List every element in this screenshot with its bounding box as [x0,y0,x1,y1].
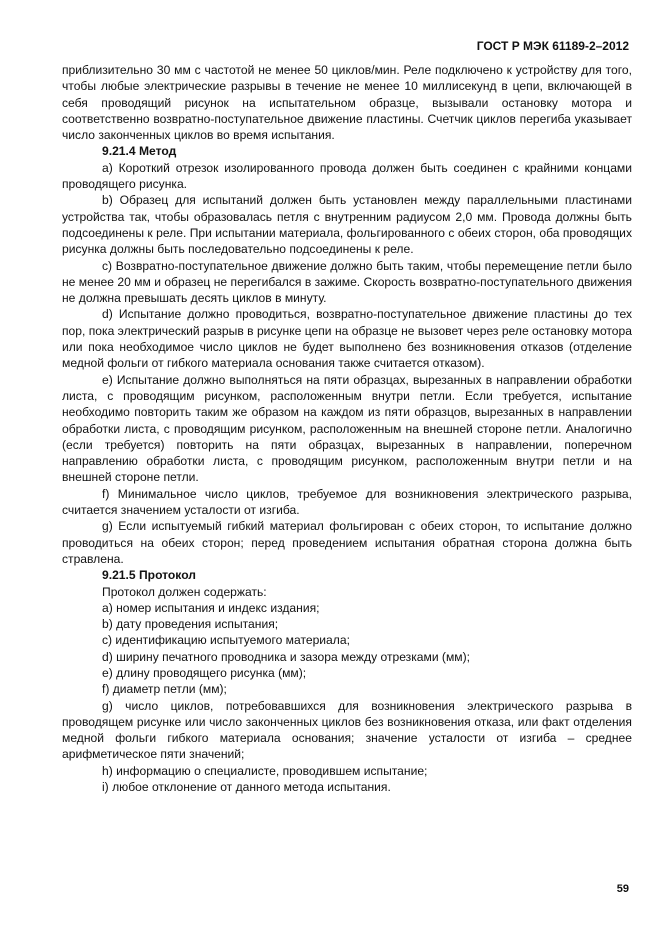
method-item-c: c) Возвратно-поступательное движение должно быть таким, чтобы перемещение петли было не менее 20 мм и образец не перегибался в зажиме. Скорость возвратно-поступательного движения не должна превышать десять циклов в минуту. [62,258,632,306]
protocol-item-b: b) дату проведения испытания; [102,617,279,632]
method-item-f: f) Минимальное число циклов, требуемое для возникновения электрического разрыва, считается значением усталости от изгиба. [62,486,632,518]
protocol-item-f: f) диаметр петли (мм); [102,682,227,697]
page-header: ГОСТ Р МЭК 61189-2–2012 [476,39,629,53]
protocol-item-d: d) ширину печатного проводника и зазора между отрезками (мм); [102,649,470,664]
section-heading-method: 9.21.4 Метод [102,144,177,159]
method-item-g: g) Если испытуемый гибкий материал фольгирован с обеих сторон, то испытание должно проводиться на обеих сторон; перед проведением испытания обратная сторона должна быть стравлена. [62,519,632,566]
protocol-item-c: c) идентификацию испытуемого материала; [102,633,350,648]
section-heading-protocol: 9.21.5 Протокол [102,568,196,583]
page-number: 59 [616,883,629,895]
protocol-intro: Протокол должен содержать: [102,584,267,599]
method-item-d: d) Испытание должно проводиться, возвратно-поступательное движение пластины до тех пор, пока электрический разрыв в рисунке цепи на образце не вызовет через реле остановку мотора или пока необходимое число циклов не будет выполнено без возникновения отказов (отделение медной фольги от гибкого материала основания также считается отказом). [62,307,632,371]
protocol-item-h: h) информацию о специалисте, проводившем испытание; [102,763,428,778]
protocol-item-e: e) длину проводящего рисунка (мм); [102,665,307,680]
method-item-a: a) Короткий отрезок изолированного провода должен быть соединен с крайними концами проводящего рисунка. [62,160,632,192]
method-item-e: e) Испытание должно выполняться на пяти образцах, вырезанных в направлении обработки листа, с проводящим рисунком, расположенным внутри петли. Если требуется, испытание необходимо повторить таким же образом на каждом из пяти образцов, вырезанных в направлении обработки листа, с проводящим рисунком, расположенным на внешней стороне петли. Аналогично (если требуется) повторить на пяти образцах, вырезанных в направлении, поперечном направлению обработки листа, с проводящим рисунком, расположенным внутри петли и на внешней стороне петли. [62,372,632,485]
method-item-b: b) Образец для испытаний должен быть установлен между параллельными пластинами устройства так, чтобы образовалась петля с внутренним радиусом 2,0 мм. Провода должны быть подсоединены к реле. При испытании материала, фольгированного с обеих сторон, оба проводящих рисунка должны быть последовательно подсоединены к реле. [62,193,632,257]
protocol-item-g: g) число циклов, потребовавшихся для возникновения электрического разрыва в проводящем рисунке или число законченных циклов без возникновения отказа, или факт отделения медной фольги гибкого материала основания; значение усталости от изгиба – среднее арифметическое пяти значений; [62,698,632,762]
paragraph-continuation: приблизительно 30 мм с частотой не менее 50 циклов/мин. Реле подключено к устройству для того, чтобы любые электрические разрывы в течение не менее 10 миллисекунд в цепи, включающей в себя проводящий рисунок на испытательном образце, вызывали остановку мотора и соответственно возвратно-поступательное движение пластины. Счетчик циклов перегиба указывает число законченных циклов во время испытания. [62,63,632,143]
protocol-item-i: i) любое отклонение от данного метода испытания. [102,780,391,795]
document-body [62,62,632,795]
protocol-item-a: a) номер испытания и индекс издания; [102,600,320,615]
